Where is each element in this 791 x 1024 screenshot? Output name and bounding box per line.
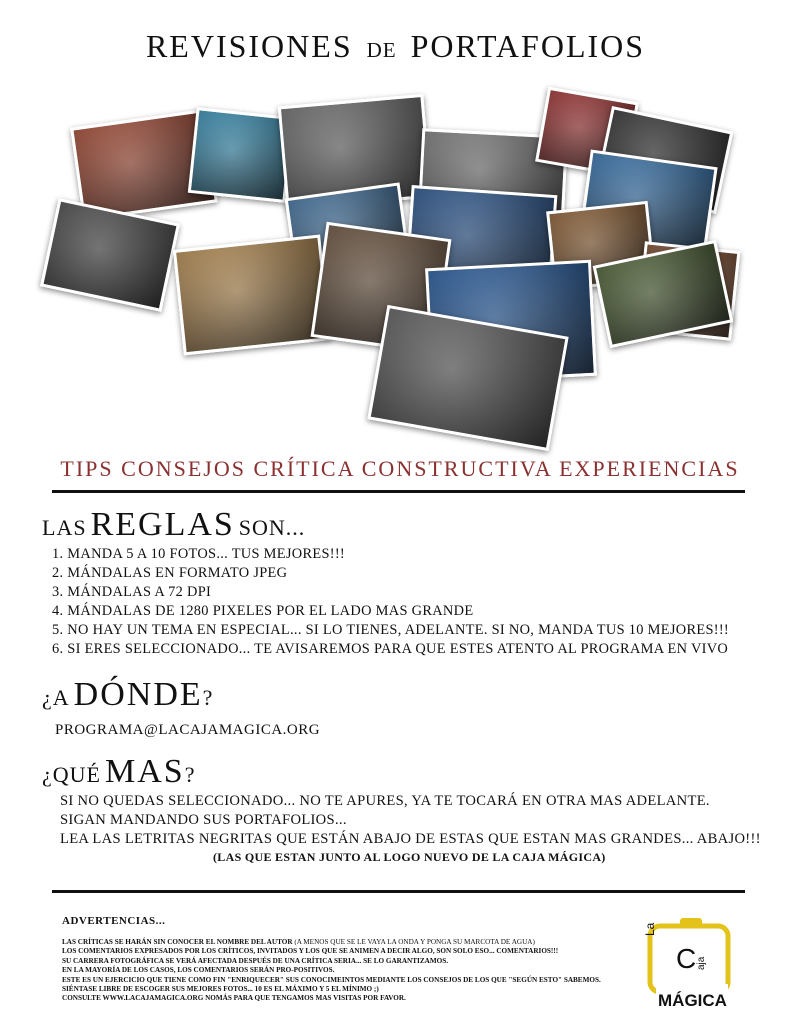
title-word-portafolios: PORTAFOLIOS <box>410 28 646 64</box>
logo-word-caja-rest: aja <box>696 956 707 970</box>
rule-item: 3. MÁNDALAS A 72 DPI <box>52 584 212 600</box>
mas-body <box>60 792 761 849</box>
reglas-suffix: SON... <box>238 515 306 540</box>
title-word-de: DE <box>366 38 397 62</box>
advertencia-item: LOS COMENTARIOS EXPRESADOS POR LOS CRÍTICOS, INVITADOS Y LOS QUE SE ANIMEN A DECIR ALGO, SON SOLO ESO... COMENTARIOS!!! <box>62 947 559 956</box>
mas-big: MAS <box>104 753 185 790</box>
tips-banner: TIPS CONSEJOS CRÍTICA CONSTRUCTIVA EXPERIENCIAS <box>60 456 740 481</box>
mas-prefix: ¿QUÉ <box>42 762 101 787</box>
advertencia-item: SIÉNTASE LIBRE DE ESCOGER SUS MEJORES FOTOS... 10 ES EL MÁXIMO Y 5 EL MÍNIMO ;) <box>62 985 379 994</box>
rule-item: 4. MÁNDALAS DE 1280 PIXELES POR EL LADO MAS GRANDE <box>52 603 474 619</box>
advertencia-item <box>62 938 642 947</box>
mas-suffix: ? <box>184 762 196 787</box>
donde-heading <box>42 676 213 714</box>
rule-item: 5. NO HAY UN TEMA EN ESPECIAL... SI LO TIENES, ADELANTE. SI NO, MANDA TUS 10 MEJORES!!! <box>52 622 730 638</box>
donde-suffix: ? <box>202 685 214 710</box>
divider-top <box>52 490 745 493</box>
mas-heading <box>42 753 195 791</box>
logo-word-caja-c: C <box>676 943 697 974</box>
collage-photo-singer-bw <box>40 198 180 312</box>
advertencia-item: ESTE ES UN EJERCICIO QUE TIENE COMO FIN "ENRIQUECER" SUS CONOCIMEINTOS MEDIANTE LOS CONSEJOS DE LOS QUE "SEGÚN ESTO" SABEMOS. <box>62 975 601 984</box>
email-address[interactable]: PROGRAMA@LACAJAMAGICA.ORG <box>55 722 321 738</box>
reglas-heading <box>42 506 305 544</box>
collage-photo-jeep-dune <box>173 235 331 356</box>
la-caja-magica-logo[interactable] <box>643 912 736 1012</box>
title-word-revisiones: REVISIONES <box>145 28 353 64</box>
advertencia-item: SU CARRERA FOTOGRÁFICA SE VERÁ AFECTADA DESPUÉS DE UNA CRÍTICA SERIA... SE LO GARANTIZAMOS. <box>62 956 448 965</box>
advertencia-aside: (A MENOS QUE SE LE VAYA LA ONDA Y PONGA SU MARCOTA DE AGUA) <box>294 938 535 946</box>
rule-item: 6. SI ERES SELECCIONADO... TE AVISAREMOS PARA QUE ESTES ATENTO AL PROGRAMA EN VIVO <box>52 641 729 657</box>
mas-line: SI NO QUEDAS SELECCIONADO... NO TE APURES, YA TE TOCARÁ EN OTRA MAS ADELANTE. <box>60 793 710 809</box>
rule-item: 1. MANDA 5 A 10 FOTOS... TUS MEJORES!!! <box>52 546 346 562</box>
rule-item: 2. MÁNDALAS EN FORMATO JPEG <box>52 565 288 581</box>
mas-line: LEA LAS LETRITAS NEGRITAS QUE ESTÁN ABAJO DE ESTAS QUE ESTAN MAS GRANDES... ABAJO!!! <box>60 831 761 847</box>
donde-big: DÓNDE <box>73 676 203 713</box>
advertencias-title: ADVERTENCIAS... <box>62 915 166 927</box>
advertencia-bold: LAS CRÍTICAS SE HARÁN SIN CONOCER EL NOMBRE DEL AUTOR <box>62 938 293 946</box>
camera-top-icon <box>680 918 702 928</box>
divider-bottom <box>52 890 745 893</box>
photo-collage <box>0 0 791 450</box>
advertencia-item: CONSULTE WWW.LACAJAMAGICA.ORG NOMÁS PARA QUE TENGAMOS MAS VISITAS POR FAVOR. <box>62 994 406 1003</box>
mas-note: (LAS QUE ESTAN JUNTO AL LOGO NUEVO DE LA CAJA MÁGICA) <box>213 850 606 864</box>
logo-word-la: La <box>643 922 657 936</box>
donde-prefix: ¿A <box>42 685 70 710</box>
mas-line: SIGAN MANDANDO SUS PORTAFOLIOS... <box>60 812 347 828</box>
advertencia-item: EN LA MAYORÍA DE LOS CASOS, LOS COMENTARIOS SERÁN PRO-POSITIVOS. <box>62 966 335 975</box>
rules-list <box>52 545 729 659</box>
reglas-big: REGLAS <box>90 506 235 543</box>
advertencias-list <box>62 938 642 1004</box>
reglas-prefix: LAS <box>42 515 87 540</box>
logo-word-magica: MÁGICA <box>658 991 727 1010</box>
